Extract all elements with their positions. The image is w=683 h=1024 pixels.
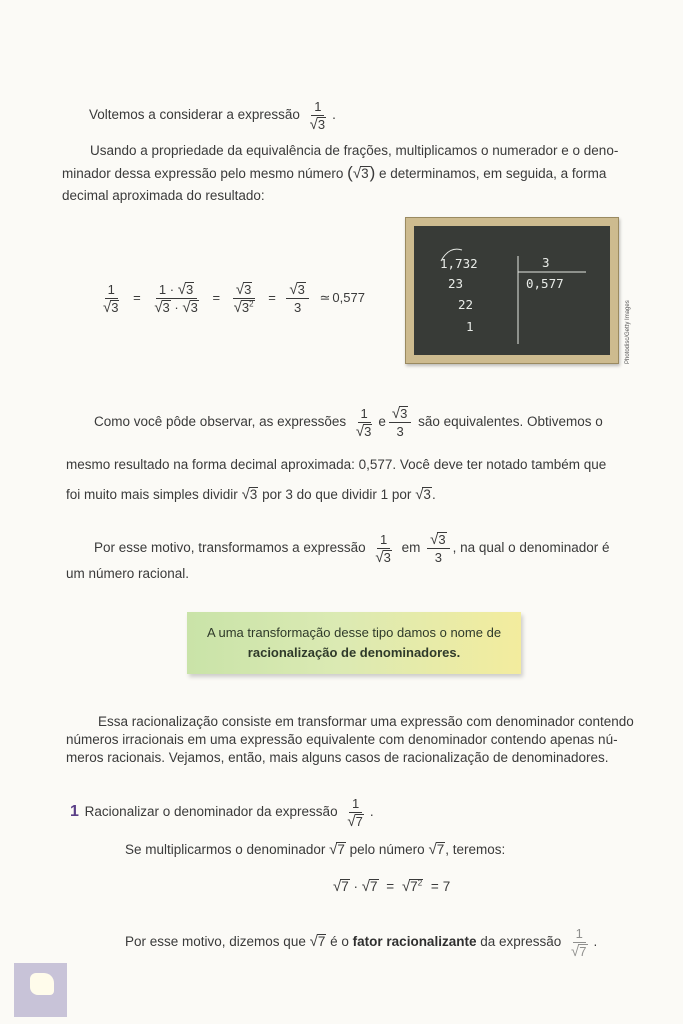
fraction-expanded: 1 · √ 3 √ 3 · √ 3 [154,281,198,316]
divisor: 3 [542,255,550,270]
division-lines [414,226,610,355]
sqrt-3: √ 3 [352,165,369,182]
fraction-sqrt3-over-3: √ 3 3 [286,282,308,315]
page-corner-tab [14,963,67,1017]
example-1-heading: 1 Racionalizar o denominador da expressão 1 √ 7 . [70,796,374,830]
intro-line: Voltemos a considerar a expressão 1 √ 3 . [89,99,336,133]
paragraph-4: Essa racionalização consiste em transformar uma expressão com denominador contendo números irracionais em uma expressão equivalente com denominador contendo apenas nú- meros racionais. Vejamos, então, mais alguns casos de racionalização de denominadores. [66,714,634,765]
chalkboard-photo [405,217,619,364]
fraction-1-over-sqrt3: 1 √ 3 [375,532,391,566]
rationalization-equation: 1 √ 3 = 1 · √ 3 √ 3 · √ 3 = √ 3 √ $3^2$ = √ 3 3 ≃ 0,577 [97,282,365,315]
fraction-1-over-sqrt3: 1 √ 3 [103,282,119,316]
quotient: 0,577 [526,276,564,291]
example-1-line2: Se multiplicarmos o denominador √ 7 pelo número √ 7 , teremos: [125,841,506,858]
photo-credit: Photodisc/Getty Images [625,300,631,364]
decimal-result: 0,577 [332,289,365,305]
dividend: 1,732 [440,256,478,271]
paragraph-3-line2: um número racional. [66,566,190,581]
fraction-sqrt3-over-3: √ 3 3 [389,406,411,439]
map-shape-icon [30,973,54,995]
remainder: 1 [466,319,474,334]
fraction-1-over-sqrt3: 1 √ 3 [309,99,326,133]
term-fator-racionalizante: fator racionalizante [352,934,477,950]
paragraph-2-line2: mesmo resultado na forma decimal aproximada: 0,577. Você deve ter notado também que [66,457,607,472]
paragraph-1: Usando a propriedade da equivalência de frações, multiplicamos o numerador e o deno- minador dessa expressão pelo mesmo número ( √ 3 ) e determinamos, em seguida, a forma decimal aproximada do resultado: [62,143,619,203]
paragraph-3-line1: Por esse motivo, transformamos a expressão 1 √ 3 em √ 3 3 , na qual o denominador é [94,531,610,566]
paragraph-2-line3: foi muito mais simples dividir √ 3 por 3 do que dividir 1 por √ 3 . [66,486,436,503]
sqrt-3: √ 3 [309,116,326,133]
definition-callout: A uma transformação desse tipo damos o nome de racionalização de denominadores. [187,612,521,674]
step-23: 23 [448,276,464,291]
fraction-1-over-sqrt7: 1 √ 7 [347,796,363,830]
example-1-equation: √ 7 · √ 7 = √ $7^2$ = 7 [333,878,451,895]
paragraph-2-line1: Como você pôde observar, as expressões 1 √ 3 e √ 3 3 são equivalentes. Obtivemos o [94,405,603,440]
example-1-line4: Por esse motivo, dizemos que √ 7 é o fator racionalizante da expressão 1 √ 7 . [125,926,598,960]
example-number: 1 [70,803,79,821]
fraction-1-over-sqrt3: 1 √ 3 [355,406,372,440]
chalkboard [414,226,610,355]
fraction-1-over-sqrt7: 1 √ 7 [571,926,587,960]
step-22: 22 [458,297,474,312]
intro-text: Voltemos a considerar a expressão [89,107,300,123]
fraction-sqrt3-over-sqrt3sq: √ 3 √ $3^2$ [233,281,254,316]
fraction-sqrt3-over-3: √ 3 3 [427,532,449,565]
callout-term: racionalização de denominadores. [247,645,461,660]
